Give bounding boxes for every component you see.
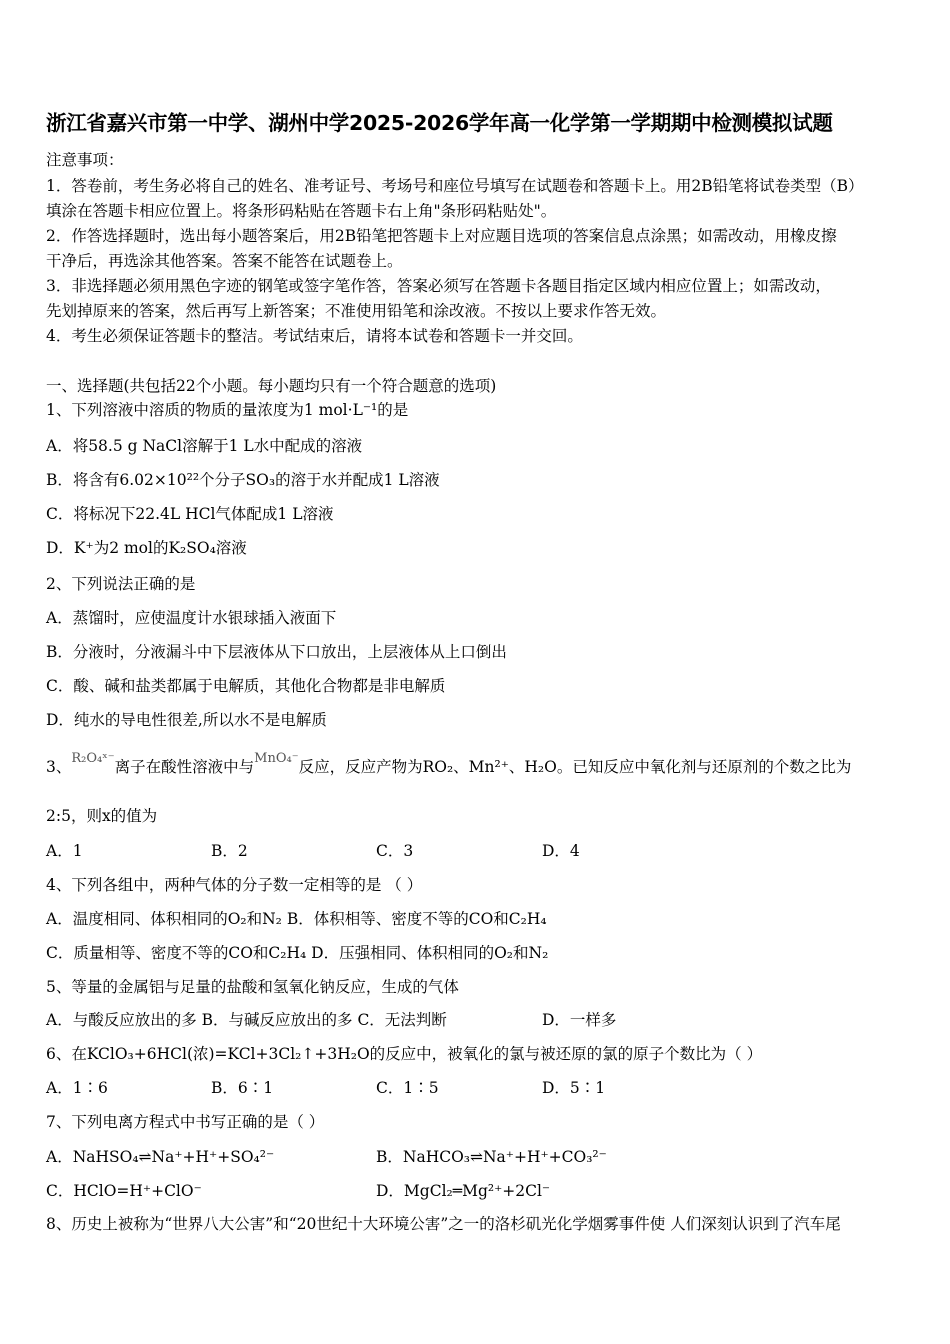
- q7-option-b: B．NaHCO₃⇌Na⁺+H⁺+CO₃²⁻: [376, 1148, 607, 1166]
- q3-option-b: B．2: [211, 842, 248, 860]
- q6-option-c: C．1∶5: [376, 1079, 439, 1097]
- notice-line: 1．答卷前，考生务必将自己的姓名、准考证号、考场号和座位号填写在试题卷和答题卡上。用2B铅笔将试卷类型（B）: [46, 177, 864, 195]
- q7-option-c: C．HClO=H⁺+ClO⁻: [46, 1182, 202, 1200]
- q2-option-d: D．纯水的导电性很差,所以水不是电解质: [46, 711, 327, 729]
- q3-text: 反应，反应产物为RO₂、Mn²⁺、H₂O。已知反应中氧化剂与还原剂的个数之比为: [298, 758, 852, 776]
- q1-option-c: C．将标况下22.4L HCl气体配成1 L溶液: [46, 505, 334, 523]
- q2-option-a: A．蒸馏时，应使温度计水银球插入液面下: [46, 609, 337, 627]
- q5-option-d: D．一样多: [542, 1011, 617, 1029]
- q1-option-a: A．将58.5 g NaCl溶解于1 L水中配成的溶液: [46, 437, 363, 455]
- q6-option-d: D．5∶1: [542, 1079, 606, 1097]
- notice-heading: 注意事项：: [46, 151, 124, 169]
- q6-stem: 6、在KClO₃+6HCl(浓)=KCl+3Cl₂↑+3H₂O的反应中，被氧化的氯与被还原的氯的原子个数比为（ ）: [46, 1045, 763, 1063]
- q8-stem: 8、历史上被称为“世界八大公害”和“20世纪十大环境公害”之一的洛杉矶光化学烟雾事件使 人们深刻认识到了汽车尾: [46, 1215, 841, 1233]
- notice-line: 填涂在答题卡相应位置上。将条形码粘贴在答题卡右上角"条形码粘贴处"。: [46, 202, 557, 220]
- q1-option-d: D．K⁺为2 mol的K₂SO₄溶液: [46, 539, 247, 557]
- page-title: 浙江省嘉兴市第一中学、湖州中学2025-2026学年高一化学第一学期期中检测模拟试题: [46, 111, 833, 135]
- notice-line: 4．考生必须保证答题卡的整洁。考试结束后，请将本试卷和答题卡一并交回。: [46, 327, 583, 345]
- q3-text: 离子在酸性溶液中与: [114, 758, 255, 776]
- notice-line: 3．非选择题必须用黑色字迹的钢笔或签字笔作答，答案必须写在答题卡各题目指定区域内相应位置上；如需改动，: [46, 277, 831, 295]
- q3-num: 3、: [46, 758, 72, 776]
- q5-options-abc: A．与酸反应放出的多 B．与碱反应放出的多 C．无法判断: [46, 1011, 447, 1029]
- notice-line: 先划掉原来的答案，然后再写上新答案；不准使用铅笔和涂改液。不按以上要求作答无效。: [46, 302, 667, 320]
- q7-option-a: A．NaHSO₄⇌Na⁺+H⁺+SO₄²⁻: [46, 1148, 275, 1166]
- q2-stem: 2、下列说法正确的是: [46, 575, 196, 593]
- q3-option-d: D．4: [542, 842, 580, 860]
- q1-stem: 1、下列溶液中溶质的物质的量浓度为1 mol·L⁻¹的是: [46, 401, 409, 419]
- q7-stem: 7、下列电离方程式中书写正确的是（ ）: [46, 1113, 325, 1131]
- q7-option-d: D．MgCl₂═Mg²⁺+2Cl⁻: [376, 1182, 551, 1200]
- q2-option-b: B．分液时，分液漏斗中下层液体从下口放出，上层液体从上口倒出: [46, 643, 507, 661]
- q4-options-ab: A．温度相同、体积相同的O₂和N₂ B．体积相等、密度不等的CO和C₂H₄: [46, 910, 547, 928]
- q1-option-b: B．将含有6.02×10²²个分子SO₃的溶于水并配成1 L溶液: [46, 471, 440, 489]
- q3-option-a: A．1: [46, 842, 83, 860]
- notice-line: 干净后，再选涂其他答案。答案不能答在试题卷上。: [46, 252, 403, 270]
- q3-option-c: C．3: [376, 842, 414, 860]
- q6-option-b: B．6∶1: [211, 1079, 274, 1097]
- section-heading: 一、选择题(共包括22个小题。每小题均只有一个符合题意的选项): [46, 377, 497, 395]
- q6-option-a: A．1∶6: [46, 1079, 108, 1097]
- q3-ion-image: R₂O₄ˣ⁻: [71, 751, 115, 766]
- q4-options-cd: C．质量相等、密度不等的CO和C₂H₄ D．压强相同、体积相同的O₂和N₂: [46, 944, 549, 962]
- q4-stem: 4、下列各组中，两种气体的分子数一定相等的是 （ ）: [46, 876, 423, 894]
- q3-permanganate-image: MnO₄⁻: [254, 751, 299, 766]
- q2-option-c: C．酸、碱和盐类都属于电解质，其他化合物都是非电解质: [46, 677, 446, 695]
- notice-line: 2．作答选择题时，选出每小题答案后，用2B铅笔把答题卡上对应题目选项的答案信息点涂黑；如需改动，用橡皮擦: [46, 227, 837, 245]
- q3-stem-cont: 2:5，则x的值为: [46, 807, 158, 825]
- q3-stem: [46, 751, 852, 779]
- q5-stem: 5、等量的金属铝与足量的盐酸和氢氧化钠反应，生成的气体: [46, 978, 459, 996]
